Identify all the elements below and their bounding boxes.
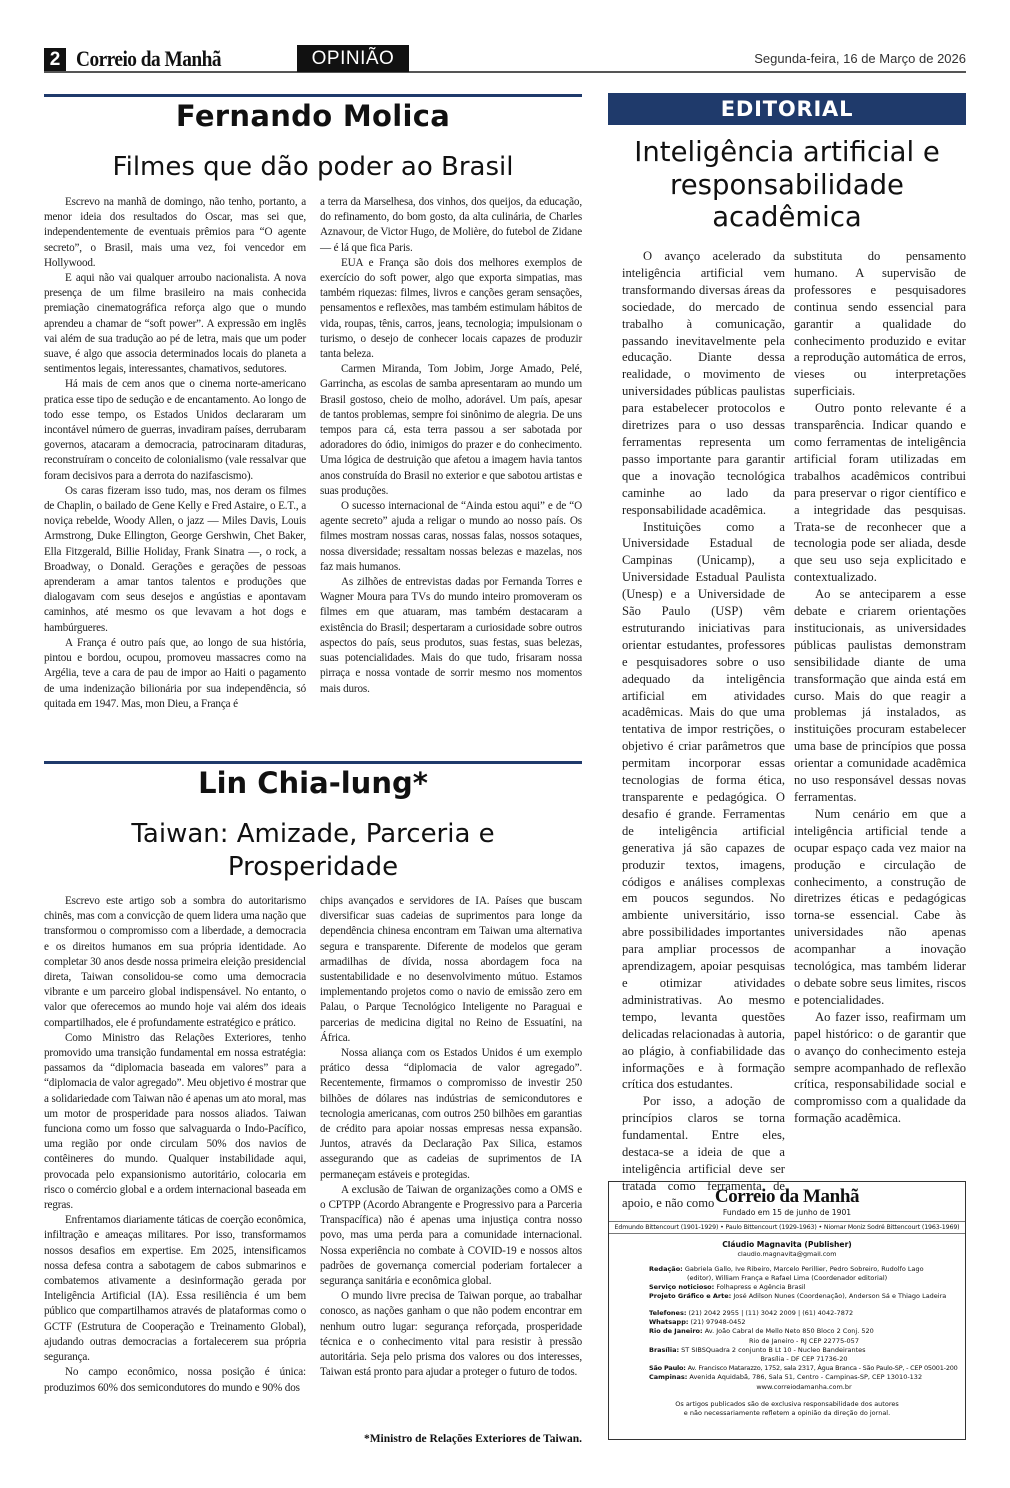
- article-divider: [44, 94, 582, 97]
- paragraph: Por isso, a adoção de princípios claros se torna fundamental. Entre eles, destaca-se a ideia de que a inteligência artificial deve ser tratada como ferramenta de apoio, e não como: [622, 1094, 785, 1210]
- paragraph: Há mais de cem anos que o cinema norte-americano pratica esse tipo de sedução e de encantamento. Ao longo de todo esse tempo, os Estados Unidos declararam um incontável número de guerras, invadiram países, derrubaram governos, atacaram a democracia, patrocinaram ditaduras, reconstruíram o conceito de colonialismo (vale ressalvar que foram decisivos para a derrota do nazifascismo).: [44, 378, 306, 482]
- page-number: 2: [44, 48, 66, 71]
- staff-line: Projeto Gráfico e Arte: José Adilson Nunes (Coordenação), Anderson Sá e Thiago Ladeira: [649, 1292, 947, 1300]
- paragraph: Como Ministro das Relações Exteriores, tenho promovido uma transição fundamental em nossa estratégia: passamos da “diplomacia baseada em valores” para a “diplomacia de valor agregado”. Meu objetivo é mostrar que a solidariedade com Taiwan não é apenas um ato moral, mas um motor de prosperidade para nossos aliados. Taiwan funciona como um fosso que salvaguarda o Indo-Pacífico, uma região por onde circulam 50% dos navios de contêineres do mundo. Qualquer instabilidade aqui, provocada pelo expansionismo autoritário, colocaria em risco o comércio global e a ordem internacional baseada em regras.: [44, 1031, 306, 1212]
- paragraph: O mundo livre precisa de Taiwan porque, ao trabalhar conosco, as nações ganham o que não podem encontrar em nenhum outro lugar: segurança reforçada, prosperidade técnica e o conhecimento vital para resistir à pressão autoritária. Seja pelo prisma dos valores ou dos interesses, Taiwan está pronto para ajudar a proteger o futuro de todos.: [320, 1290, 582, 1379]
- article-column: [320, 195, 582, 697]
- staff-list: [649, 1265, 949, 1301]
- article-author: Lin Chia-lung*: [198, 766, 428, 800]
- staff-line: (editor), William França e Rafael Lima (Coordenador editorial): [687, 1274, 888, 1282]
- article-column: [320, 894, 582, 1381]
- publisher-email[interactable]: claudio.magnavita@gmail.com: [737, 1250, 837, 1258]
- masthead-logo: Correio da Manhã: [714, 1186, 860, 1207]
- contact-brasilia-cep: Brasília - DF CEP 71736-20: [760, 1355, 848, 1364]
- contact-whatsapp: Whatsapp: (21) 97948-0452: [649, 1318, 746, 1327]
- paragraph: Ao se anteciparem a esse debate e criarem orientações institucionais, as universidades públicas paulistas demonstram sensibilidade diante de uma transformação que ainda está em curso. Mais do que reagir a problemas já instalados, as instituições procuram estabelecer uma base de princípios que possa orientar a comunidade acadêmica no uso responsável dessas novas ferramentas.: [794, 587, 966, 804]
- paragraph: O avanço acelerado da inteligência artificial vem transformando diversas áreas da sociedade, do mercado de trabalho à comunicação, passando inevitavelmente pela educação. Diante dessa realidade, o movimento de universidades públicas paulistas para estabelecer protocolos e diretrizes para o uso dessas ferramentas representa um passo importante para garantir que a inovação tecnológica caminhe ao lado da responsabilidade acadêmica.: [622, 249, 785, 517]
- article-headline: Taiwan: Amizade, Parceria e Prosperidade: [131, 819, 495, 882]
- editorial-label: EDITORIAL: [608, 93, 966, 125]
- article-author: Fernando Molica: [175, 99, 451, 133]
- paragraph: A França é outro país que, ao longo de sua história, pintou e bordou, ocupou, promoveu massacres como na Argélia, teve a cara de pau de impor ao Haiti o pagamento de uma indenização bilionária por sua independência, só quitada em 1947. Mas, mon Dieu, a França é: [44, 636, 306, 710]
- paragraph: Escrevo na manhã de domingo, não tenho, portanto, a menor ideia dos resultados do Oscar, mas sei que, independentemente de eventuais prêmios para “O agente secreto”, o Brasil, mais uma vez, foi vencedor em Hollywood.: [44, 196, 306, 269]
- editorial-column: [622, 248, 785, 1212]
- paragraph: A exclusão de Taiwan de organizações como a OMS e o CPTPP (Acordo Abrangente e Progressivo para a Parceria Transpacífica) não é apenas uma injustiça contra nosso povo, mas uma perda para a comunidade internacional. Nossa experiência no combate à COVID-19 e nossos altos padrões de governança comercial poderiam fortalecer a segurança sanitária e econômica global.: [320, 1183, 582, 1288]
- staff-line: Serviço noticioso: Folhapress e Agência Brasil: [649, 1283, 806, 1291]
- paragraph: As zilhões de entrevistas dadas por Fernanda Torres e Wagner Moura para TVs do mundo inteiro promoveram os filmes em que atuaram, mas também destacaram a existência do Brasil; despertaram a curiosidade sobre outros aspectos do país, seus produtos, suas festas, suas belezas, suas potencialidades. Mais do que tudo, frisaram nossa pirraça e nossa vontade de sorrir mesmo nos momentos mais duros.: [320, 576, 582, 695]
- paragraph-continuation: chips avançados e servidores de IA. Países que buscam diversificar suas cadeias de suprimentos para longe da dependência chinesa encontram em Taiwan uma alternativa segura e transparente. Diferente de modelos que geram armadilhas de dívida, nossa abordagem foca na sustentabilidade e no desenvolvimento mútuo. Estamos implementando projetos como o navio de emissão zero em Palau, o Parque Tecnológico Inteligente no Paraguai e parcerias de medicina digital no Reino de Essuatíni, na África.: [320, 895, 582, 1044]
- paragraph: Os caras fizeram isso tudo, mas, nos deram os filmes de Chaplin, o bailado de Gene Kelly e Fred Astaire, o E.T., a noviça rebelde, Woody Allen, o jazz — Miles Davis, Louis Armstrong, Duke Ellington, George Gershwin, Chet Baker, Ella Fitzgerald, Billie Holiday, Frank Sinatra —, o rock, a Broadway, o Donald. Gerações e gerações de pessoas aprenderam a amar tantos talentos e produções que dialogavam com seus desejos e angústias e apontavam caminhos, até mesmo os que levavam a hot dogs e hambúrgueres.: [44, 484, 306, 634]
- founded-date: Fundado em 15 de junho de 1901: [722, 1208, 852, 1217]
- article-column: [44, 894, 306, 1396]
- editorial-column: [794, 248, 966, 1127]
- paragraph: Carmen Miranda, Tom Jobim, Jorge Amado, Pelé, Garrincha, as escolas de samba apresentaram ao mundo um Brasil gostoso, cheio de molho, adorável. Um país, apesar de tantos problemas, sempre foi sinônimo de alegria. De uns tempos para cá, esta terra passou a ser sabotada por adoradores do ódio, inimigos do prazer e do conhecimento. Uma lógica de destruição que afetou a imagem havia tantos anos construída do Brasil no exterior e que sabotou artistas e suas produções.: [320, 363, 582, 497]
- contact-campinas: Campinas: Avenida Aquidabã, 786, Sala 51, Centro - Campinas-SP, CEP 13010-132: [649, 1373, 923, 1382]
- paragraph: Outro ponto relevante é a transparência. Indicar quando e como ferramentas de inteligência artificial foram utilizadas em trabalhos acadêmicos contribui para preservar o rigor científico e a integridade das pesquisas. Trata-se de reconhecer que a tecnologia pode ser aliada, desde que seu uso seja explicitado e contextualizado.: [794, 401, 966, 585]
- issue-date: Segunda-feira, 16 de Março de 2026: [754, 51, 966, 66]
- contact-brasilia: Brasília: ST SIBSQuadra 2 conjunto B Lt 10 - Nucleo Bandeirantes: [649, 1345, 866, 1354]
- masthead-box: [608, 1181, 966, 1440]
- paragraph: O sucesso internacional de “Ainda estou aqui” e de “O agente secreto” ajuda a religar o mundo ao nosso país. Os filmes mostram nossas caras, nossas falas, nossos sotaques, nossa diversidade; ressaltam nossas belezas e mazelas, nos faz mais humanos.: [320, 500, 582, 573]
- page-header: [44, 45, 966, 73]
- staff-line: Redação: Gabriela Gallo, Ive Ribeiro, Marcelo Perillier, Pedro Sobreiro, Rudolfo Lago: [649, 1265, 924, 1273]
- paragraph: Instituições como a Universidade Estadual de Campinas (Unicamp), a Universidade Estadual Paulista (Unesp) e a Universidade de São Paulo (USP) vêm estruturando iniciativas para orientar estudantes, professores e pesquisadores sobre o uso adequado da inteligência artificial em atividades acadêmicas. Mais do que uma tentativa de impor restrições, o objetivo é criar parâmetros que permitam incorporar essas tecnologias de forma ética, transparente e pedagógica. O desafio é grande. Ferramentas de inteligência artificial generativa já são capazes de produzir textos, imagens, códigos e análises complexas em poucos segundos. No ambiente universitário, isso abre possibilidades importantes para ampliar processos de aprendizagem, apoiar pesquisas e otimizar atividades administrativas. Ao mesmo tempo, levanta questões delicadas relacionadas à autoria, ao plágio, à confiabilidade das informações e à formação crítica dos estudantes.: [622, 519, 785, 1092]
- contact-phones: Telefones: (21) 2042 2955 | (11) 3042 2009 | (61) 4042-7872: [649, 1309, 854, 1317]
- paragraph: EUA e França são dois dos melhores exemplos de exercício do soft power, algo que exporta simpatias, mas também riquezas: filmes, livros e canções geram sensações, pensamentos e reflexões, mas também estimulam hábitos de vida, roupas, tênis, carros, jeans, tecnologia; impulsionam o turismo, o desejo de conhecer locais capazes de produzir tanta beleza.: [320, 256, 582, 361]
- disclaimer: Os artigos publicados são de exclusiva responsabilidade dos autores e não necessariamente refletem a opinião da direção do jornal.: [675, 1399, 899, 1417]
- article-column: [44, 195, 306, 712]
- paragraph: E aqui não vai qualquer arroubo nacionalista. A nova presença de um filme brasileiro na mais conhecida premiação cinematográfica reforça algo que o mundo aprendeu a chamar de “soft power”. A expressão em inglês vai além de sua tradução ao pé de letra, mais que um poder suave, é algo que associa determinados locais do planeta a sentimentos legais, interessantes, chamativos, sedutores.: [44, 272, 306, 376]
- paragraph: Enfrentamos diariamente táticas de coerção econômica, infiltração e ameaças militares. Por isso, transformamos nossos desafios em expertise. Em 2025, intensificamos nossa defesa contra a sabotagem de cabos submarinos e combatemos ativamente a desinformação gerada por Inteligência Artificial (IA). Essa resiliência é um bem público que compartilhamos através de plataformas como o GCTF (Estrutura de Cooperação e Treinamento Global), ajudando outras democracias a fortalecerem sua própria segurança.: [44, 1214, 306, 1364]
- paragraph: Nossa aliança com os Estados Unidos é um exemplo prático dessa “diplomacia de valor agregado”. Recentemente, firmamos o compromisso de investir 250 bilhões de dólares nas indústrias de semicondutores e tecnologia americanas, com outros 250 bilhões em garantias de crédito para apoiar nossas empresas nessa expansão. Juntos, através da Declaração Pax Silica, estamos assegurando que as cadeias de suprimentos de IA permaneçam estáveis e protegidas.: [320, 1047, 582, 1181]
- paragraph: Ao fazer isso, reafirmam um papel histórico: o de garantir que o avanço do conhecimento esteja sempre acompanhado de reflexão crítica, responsabilidade social e compromisso com a qualidade da formação acadêmica.: [794, 1009, 966, 1126]
- paragraph: Num cenário em que a inteligência artificial tende a ocupar espaço cada vez maior na produção e circulação de conhecimento, a construção de diretrizes éticas e pedagógicas torna-se essencial. Cabe às universidades não apenas acompanhar a inovação tecnológica, mas também liderar o debate sobre seus limites, riscos e potencialidades.: [794, 806, 966, 1007]
- paragraph-continuation: a terra da Marselhesa, dos vinhos, dos queijos, da educação, do refinamento, do bom gosto, da alta culinária, de Charles Aznavour, de Victor Hugo, de Molière, do futebol de Zidane — é lá que fica Paris.: [320, 196, 582, 254]
- article-headline: Filmes que dão poder ao Brasil: [112, 152, 514, 182]
- editorial-headline: Inteligência artificial e responsabilidade acadêmica: [634, 136, 940, 233]
- website-link[interactable]: www.correiodamanha.com.br: [756, 1382, 852, 1391]
- article-divider: [44, 761, 582, 764]
- newspaper-logo[interactable]: Correio da Manhã: [76, 46, 222, 71]
- section-label[interactable]: OPINIÃO: [297, 45, 409, 72]
- paragraph: Escrevo este artigo sob a sombra do autoritarismo chinês, mas com a convicção de quem lidera uma nação que transformou o compromisso com a liberdade, a democracia e os direitos humanos em sua própria identidade. Ao completar 30 anos desde nossa primeira eleição presidencial direta, Taiwan consolidou-se como uma democracia vibrante e um parceiro global indispensável. No entanto, o valor que oferecemos ao mundo hoje vai além dos ideais compartilhados, ele é profundamente estratégico e prático.: [44, 895, 306, 1029]
- paragraph-continuation: substituta do pensamento humano. A supervisão de professores e pesquisadores continua sendo essencial para garantir a qualidade do conhecimento produzido e evitar a reprodução automática de erros, vieses ou interpretações superficiais.: [794, 249, 966, 399]
- contact-rio: Rio de Janeiro: Av. João Cabral de Mello Neto 850 Bloco 2 Conj. 520: [649, 1327, 874, 1336]
- contact-sao-paulo: São Paulo: Av. Francisco Matarazzo, 1752, sala 2317, Água Branca - São Paulo-SP, - CEP 05001-200: [649, 1364, 958, 1373]
- contact-rio-cep: Rio de Janeiro - RJ CEP 22775-057: [749, 1336, 859, 1345]
- contact-list: [649, 1309, 959, 1392]
- publisher-name: Cláudio Magnavita (Publisher): [722, 1240, 852, 1249]
- author-footnote: *Ministro de Relações Exteriores de Taiwan.: [363, 1433, 582, 1445]
- paragraph: No campo econômico, nossa posição é única: produzimos 60% dos semicondutores do mundo e 90% dos: [44, 1366, 306, 1394]
- founders-line: Edmundo Bittencourt (1901-1929) • Paulo Bittencourt (1929-1963) • Niomar Moniz Sodré Bittencourt (1963-1969): [609, 1221, 965, 1234]
